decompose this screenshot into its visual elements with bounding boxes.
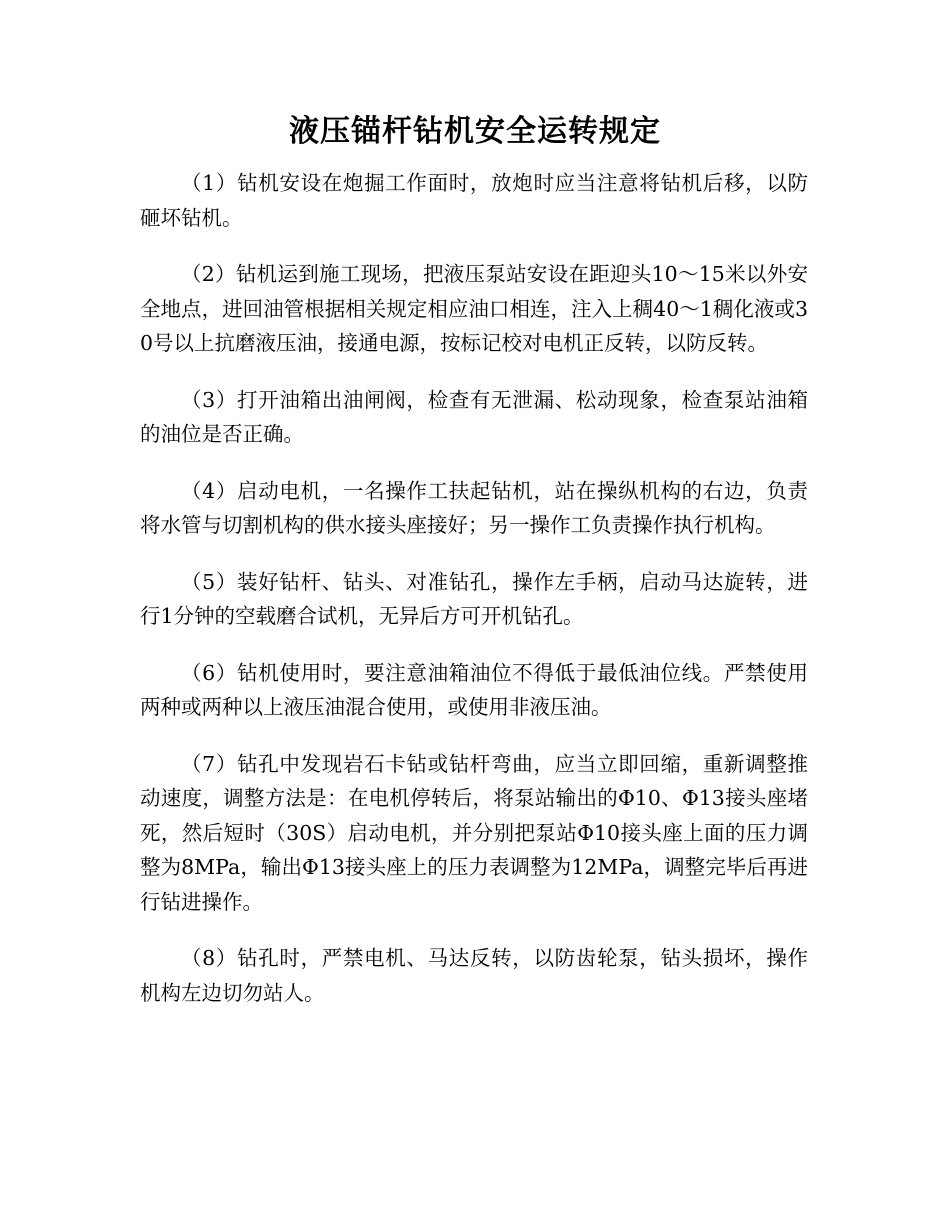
paragraph-5: （5）装好钻杆、钻头、对准钻孔，操作左手柄，启动马达旋转，进行1分钟的空载磨合试机，无异后方可开机钻孔。 <box>140 569 808 628</box>
paragraph-6: （6）钻机使用时，要注意油箱油位不得低于最低油位线。严禁使用两种或两种以上液压油混合使用，或使用非液压油。 <box>140 660 808 719</box>
document-body <box>140 166 808 1032</box>
paragraph-2: （2）钻机运到施工现场，把液压泵站安设在距迎头10～15米以外安全地点，进回油管根据相关规定相应油口相连，注入上稠40～1稠化液或30号以上抗磨液压油，接通电源，按标记校对电机正反转，以防反转。 <box>140 262 808 355</box>
paragraph-8: （8）钻孔时，严禁电机、马达反转，以防齿轮泵，钻头损坏，操作机构左边切勿站人。 <box>140 946 808 1005</box>
document-title: 液压锚杆钻机安全运转规定 <box>289 114 661 149</box>
paragraph-4: （4）启动电机，一名操作工扶起钻机，站在操纵机构的右边，负责将水管与切割机构的供水接头座接好；另一操作工负责操作执行机构。 <box>140 478 808 537</box>
paragraph-7: （7）钻孔中发现岩石卡钻或钻杆弯曲，应当立即回缩，重新调整推动速度，调整方法是：在电机停转后，将泵站输出的Φ10、Φ13接头座堵死，然后短时（30S）启动电机，并分别把泵站Φ10接头座上面的压力调整为8MPa，输出Φ13接头座上的压力表调整为12MPa，调整完毕后再进行钻进操作。 <box>140 751 808 914</box>
paragraph-3: （3）打开油箱出油闸阀，检查有无泄漏、松动现象，检查泵站油箱的油位是否正确。 <box>140 387 808 446</box>
paragraph-1: （1）钻机安设在炮掘工作面时，放炮时应当注意将钻机后移，以防砸坏钻机。 <box>140 171 808 230</box>
